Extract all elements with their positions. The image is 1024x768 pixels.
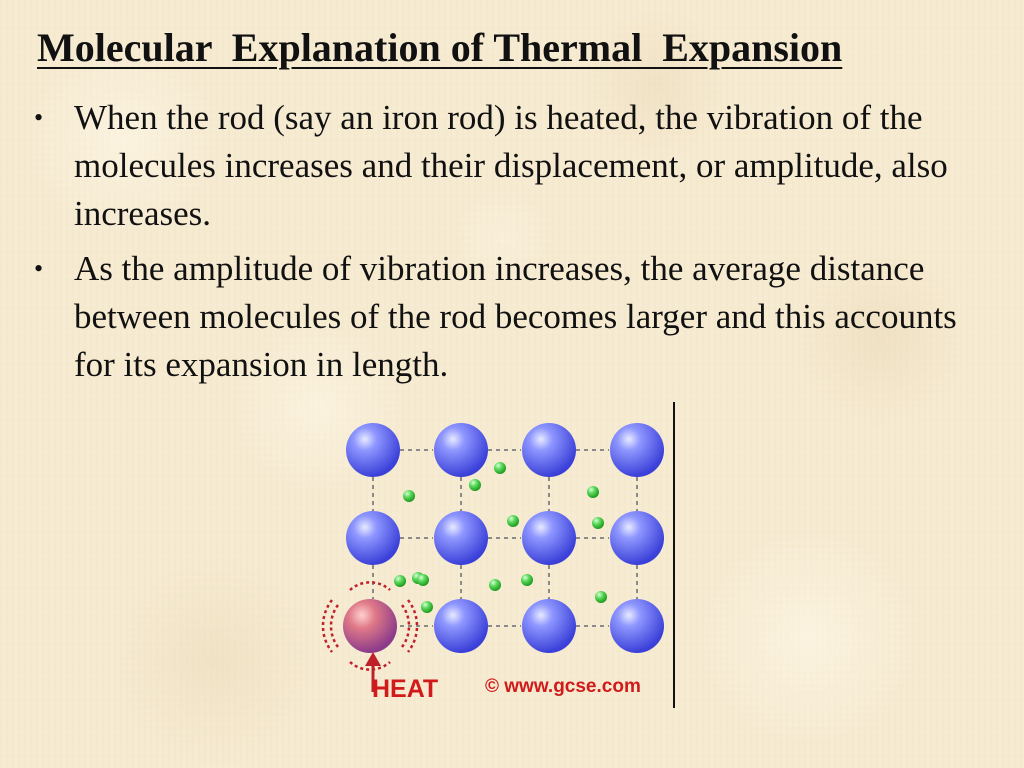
credit-label: © www.gcse.com [485, 676, 641, 697]
heat-arrowhead-icon [365, 652, 381, 666]
bullet-dot-icon: • [34, 103, 44, 132]
molecule [346, 423, 400, 477]
heated-molecule-ball [343, 599, 397, 653]
thermal-expansion-diagram [320, 400, 690, 710]
molecule [610, 511, 664, 565]
molecule [610, 599, 664, 653]
molecule [522, 511, 576, 565]
molecule [522, 423, 576, 477]
bullet-text: As the amplitude of vibration increases, the average distance between molecules of the rod becomes larger and this accounts for its expansion in length. [74, 249, 957, 384]
slide-title: Molecular Explanation of Thermal Expansion [37, 25, 843, 70]
bullet-item [30, 245, 960, 389]
molecule [434, 423, 488, 477]
molecule [346, 511, 400, 565]
bullet-list [30, 94, 960, 396]
molecule [434, 511, 488, 565]
molecule [522, 599, 576, 653]
molecule [610, 423, 664, 477]
heat-label: HEAT [372, 675, 439, 703]
bullet-text: When the rod (say an iron rod) is heated, the vibration of the molecules increases and their displacement, or amplitude, also increases. [74, 98, 948, 233]
molecule [434, 599, 488, 653]
bullet-dot-icon: • [34, 254, 44, 283]
bullet-item [30, 94, 960, 238]
molecule-lattice-figure [320, 400, 690, 710]
